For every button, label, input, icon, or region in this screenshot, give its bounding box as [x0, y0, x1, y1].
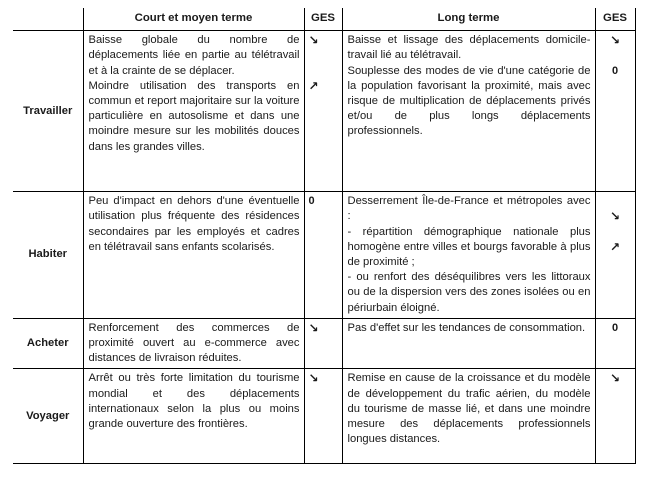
- trend-arrow-down-icon: ↘: [308, 371, 319, 386]
- ges-court-cell: [304, 369, 342, 464]
- cell-paragraph: Baisse globale du nombre de déplacements liée en partie au télétravail et à la crainte de se déplacer.: [88, 34, 300, 77]
- row-label: Voyager: [13, 369, 83, 464]
- trend-neutral-value: 0: [611, 64, 619, 77]
- trend-neutral-value: 0: [308, 195, 315, 208]
- cell-paragraph: - répartition démographique nationale plus homogène entre villes et bourgs favorable à plus de proximité ;: [347, 225, 591, 269]
- table-row-voyager: [13, 369, 635, 464]
- header-long-terme: Long terme: [342, 8, 595, 31]
- trend-arrow-up-icon: ↗: [609, 239, 621, 254]
- header-court-terme: Court et moyen terme: [83, 8, 304, 31]
- court-terme-cell: [83, 369, 304, 464]
- cell-paragraph: Baisse et lissage des déplacements domicile-travail lié au télétravail.: [347, 34, 591, 62]
- long-terme-cell: [342, 318, 595, 369]
- trend-arrow-down-icon: ↘: [609, 209, 621, 224]
- long-terme-cell: [342, 369, 595, 464]
- impact-table-container: [13, 8, 635, 464]
- trend-neutral-value: 0: [611, 321, 619, 334]
- header-ges-court: GES: [304, 8, 342, 31]
- cell-paragraph: Pas d'effet sur les tendances de consommation.: [347, 321, 586, 334]
- court-terme-cell: [83, 31, 304, 192]
- ges-court-cell: [304, 31, 342, 192]
- trend-arrow-down-icon: ↘: [308, 33, 319, 48]
- cell-paragraph: Renforcement des commerces de proximité ouvert au e-commerce avec distances de livraison réduites.: [88, 321, 300, 365]
- ges-long-cell: [595, 31, 635, 192]
- row-label: Travailler: [13, 31, 83, 192]
- cell-paragraph: Arrêt ou très forte limitation du tourisme mondial et des déplacements internationaux selon la plus ou moins grande ouverture des frontières.: [88, 372, 300, 431]
- trend-arrow-down-icon: ↘: [609, 371, 621, 386]
- table-row-acheter: [13, 318, 635, 369]
- table-row-travailler: [13, 31, 635, 192]
- impact-table: [13, 8, 636, 464]
- ges-long-cell: [595, 192, 635, 319]
- cell-paragraph: - ou renfort des déséquilibres vers les littoraux ou de la dispersion vers des zones isolées ou en périurbain éloigné.: [347, 271, 591, 314]
- court-terme-cell: [83, 318, 304, 369]
- cell-paragraph: Moindre utilisation des transports en commun et report majoritaire sur la voiture particulière en autosolisme et dans une moindre mesure sur les mobilités douces dans les grandes villes.: [88, 79, 300, 153]
- long-terme-cell: [342, 192, 595, 319]
- row-label: Acheter: [13, 318, 83, 369]
- trend-arrow-down-icon: ↘: [609, 33, 621, 48]
- ges-long-cell: [595, 369, 635, 464]
- ges-court-cell: [304, 318, 342, 369]
- header-row: [13, 8, 635, 31]
- ges-long-cell: [595, 318, 635, 369]
- trend-arrow-down-icon: ↘: [308, 320, 319, 335]
- long-terme-cell: [342, 31, 595, 192]
- header-blank: [13, 8, 83, 31]
- cell-paragraph: Remise en cause de la croissance et du modèle de développement du trafic aérien, du modèle du tourisme de masse lié, et dans une moindre mesure des déplacements professionnels longues distances.: [347, 372, 591, 446]
- trend-arrow-up-icon: ↗: [308, 78, 319, 93]
- ges-court-cell: [304, 192, 342, 319]
- court-terme-cell: [83, 192, 304, 319]
- row-label: Habiter: [13, 192, 83, 319]
- table-row-habiter: [13, 192, 635, 319]
- header-ges-long: GES: [595, 8, 635, 31]
- cell-paragraph: Souplesse des modes de vie d'une catégorie de la population favorisant la proximité, mais avec risque de multiplication de déplacements privés et/ou de plus longs déplacements professionnels.: [347, 64, 591, 138]
- cell-paragraph: Peu d'impact en dehors d'une éventuelle utilisation plus fréquente des résidences secondaires par les employés et cadres en télétravail sans enfants scolarisés.: [88, 195, 300, 253]
- cell-paragraph: Desserrement Île-de-France et métropoles avec :: [347, 195, 591, 223]
